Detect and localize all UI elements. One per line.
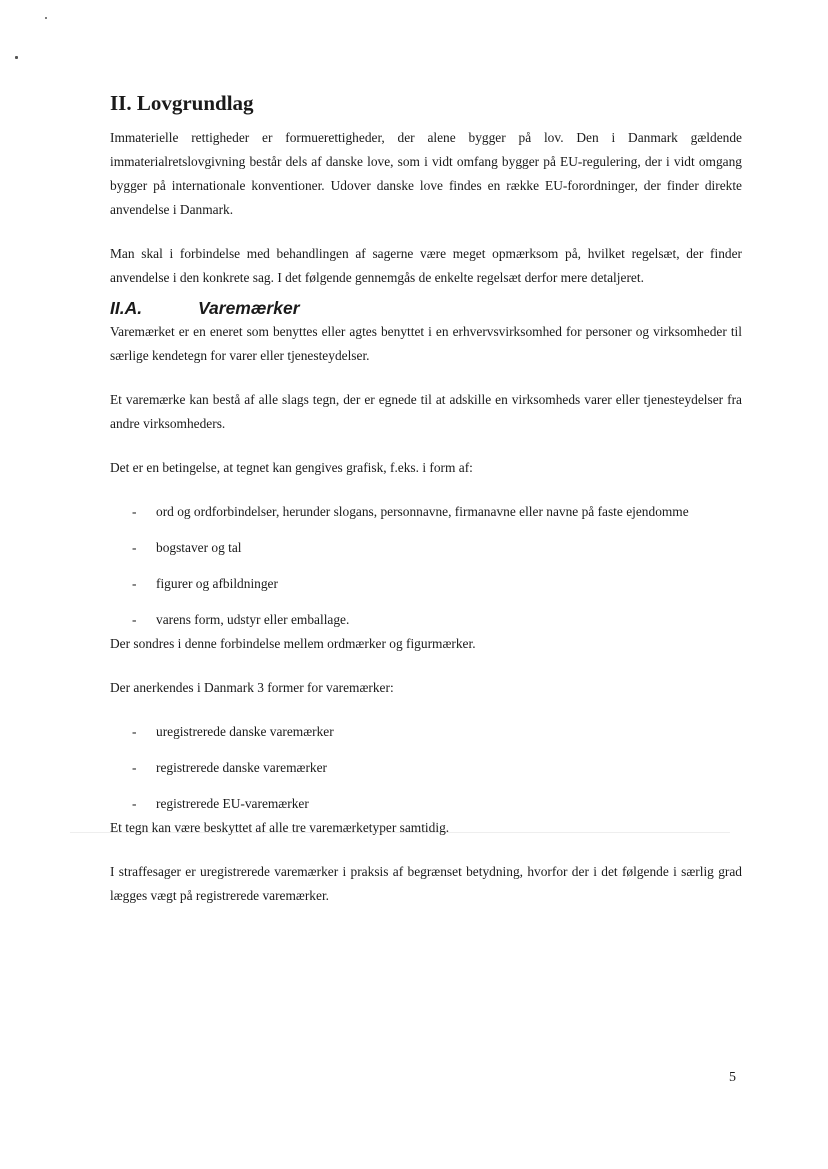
intro-paragraph-1: Immaterielle rettigheder er formuerettigheder, der alene bygger på lov. Den i Danmark gældende immaterialretslovgivning består dels af danske love, som i vidt omfang bygger på EU-regulering, der i vidt omgang bygger på internationale konventioner. Udover danske love findes en række EU-forordninger, der finder direkte anvendelse i Danmark. (110, 130, 742, 217)
intro-paragraph-2: Man skal i forbindelse med behandlingen af sagerne være meget opmærksom på, hvilket regelsæt, der finder anvendelse i den konkrete sag. I det følgende gennemgås de enkelte regelsæt derfor mere detaljeret. (110, 246, 742, 285)
forms-list (110, 500, 742, 632)
distinction-paragraph: Der sondres i denne forbindelse mellem ordmærker og figurmærker. (110, 636, 476, 651)
list-item: - registrerede danske varemærker (110, 756, 742, 780)
dash-marker: - (132, 612, 137, 627)
criminal-cases-paragraph: I straffesager er uregistrerede varemærker i praksis af begrænset betydning, hvorfor der i det følgende i særlig grad lægges vægt på registrerede varemærker. (110, 864, 742, 903)
list-item: - bogstaver og tal (110, 536, 742, 560)
types-list (110, 720, 742, 816)
protection-paragraph: Et tegn kan være beskyttet af alle tre varemærketyper samtidig. (110, 820, 450, 835)
section-paragraph-2: Et varemærke kan bestå af alle slags tegn, der er egnede til at adskille en virksomheds varer eller tjenesteydelser fra andre virksomheders. (110, 392, 742, 431)
list-item: - ord og ordforbindelser, herunder slogans, personnavne, firmanavne eller navne på faste ejendomme (110, 500, 742, 524)
scan-speck (15, 56, 18, 59)
page-number: 5 (729, 1070, 736, 1085)
section-number: II.A. (110, 298, 143, 318)
section-heading (110, 296, 742, 320)
section-paragraph-1: Varemærket er en eneret som benyttes eller agtes benyttet i en erhvervsvirksomhed for personer og virksomheder til særlige kendetegn for varer eller tjenesteydelser. (110, 324, 742, 363)
main-content (110, 88, 742, 908)
section-paragraph-3: Det er en betingelse, at tegnet kan gengives grafisk, f.eks. i form af: (110, 460, 473, 475)
dash-marker: - (132, 724, 137, 739)
types-intro-paragraph: Der anerkendes i Danmark 3 former for varemærker: (110, 680, 394, 695)
list-item: - figurer og afbildninger (110, 572, 742, 596)
section-title: Varemærker (198, 298, 300, 318)
dash-marker: - (132, 760, 137, 775)
list-item: - varens form, udstyr eller emballage. (110, 608, 742, 632)
page-title: II. Lovgrundlag (110, 91, 254, 115)
list-item: - registrerede EU-varemærker (110, 792, 742, 816)
scan-speck (45, 17, 47, 19)
dash-marker: - (132, 504, 137, 519)
dash-marker: - (132, 540, 137, 555)
list-item: - uregistrerede danske varemærker (110, 720, 742, 744)
dash-marker: - (132, 796, 137, 811)
dash-marker: - (132, 576, 137, 591)
